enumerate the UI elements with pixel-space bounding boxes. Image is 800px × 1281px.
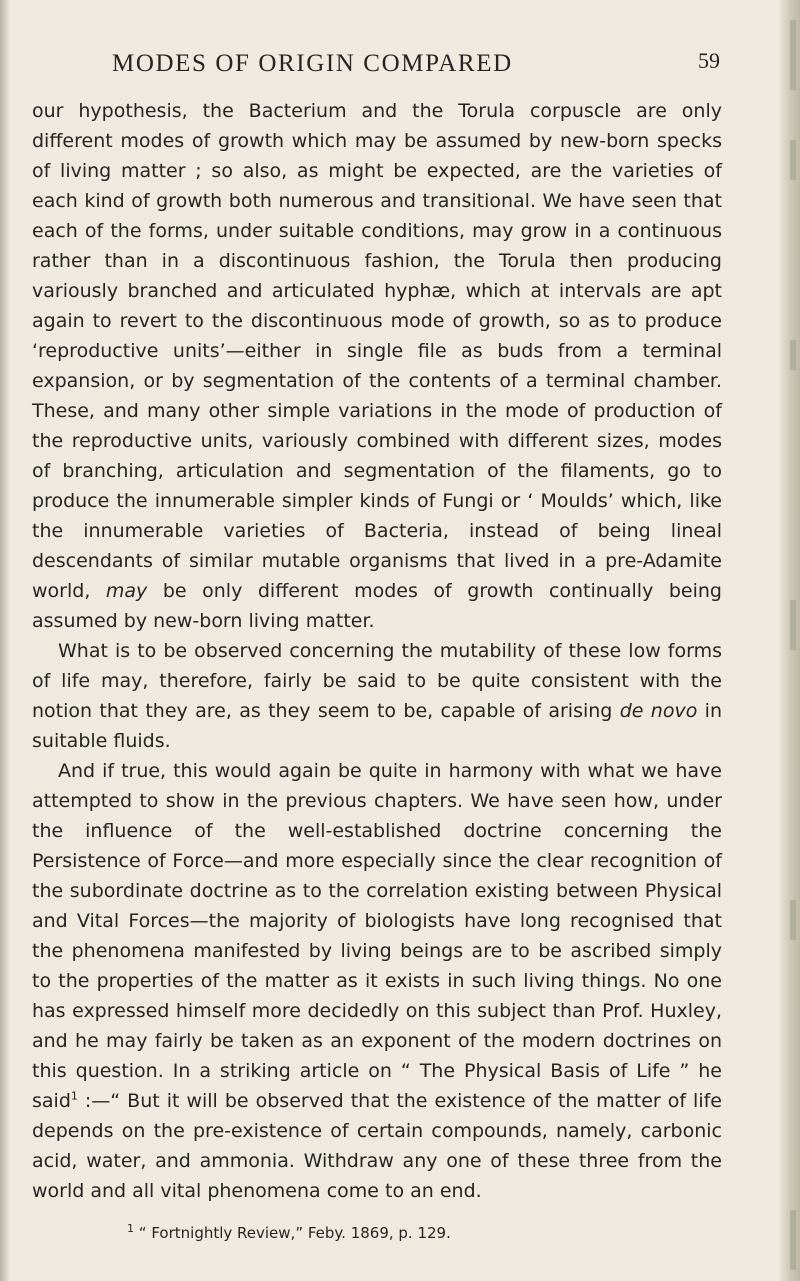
text-run: our hypothesis, the Bacterium and the Torula corpuscle are only different modes of growth which may be assumed by new-born specks of living matter ; so also, as might be expected, are the varieties of each kind of growth both numerous and transitional. We have seen that each of the forms, under suitable conditions, may grow in a continuous rather than in a discontinuous fashion, the Torula then producing variously branched and articulated hyphæ, which at intervals are apt again to revert to the discontinuous mode of growth, so as to produce ‘reproductive units’—either in single file as buds from a terminal expansion, or by segmentation of the contents of a terminal chamber. These, and many other simple variations in the mode of production of the reproductive units, variously combined with different sizes, modes of branching, articulation and segmentation of the filaments, go to produce the innumerable simpler kinds of Fungi or ‘ Moulds’ which, like the innumerable varieties of Bacteria, instead of being lineal descendants of similar mutable organisms that lived in a pre-Adamite world,	[32, 100, 722, 602]
page-number: 59	[698, 48, 720, 73]
text-run: What is to be observed concerning the mutability of these low forms of life may, therefore, fairly be said to be quite consistent with the notion that they are, as they seem to be, capable of arising	[32, 640, 722, 722]
body-text	[32, 96, 722, 1206]
footnote-marker: 1	[127, 1222, 134, 1235]
running-head	[32, 40, 722, 84]
italic-text: de novo	[619, 700, 698, 722]
paragraph-p1	[32, 96, 722, 636]
text-run: be only different modes of growth continually being assumed by new-born living matter.	[32, 580, 722, 632]
binding-shadow	[0, 0, 10, 1281]
italic-text: may	[105, 580, 148, 602]
footnote-text: “ Fortnightly Review,” Feby. 1869, p. 129.	[138, 1224, 451, 1242]
paragraph-p2	[32, 636, 722, 756]
footnote-reference: 1	[70, 1089, 78, 1103]
paragraph-p3	[32, 756, 722, 1206]
book-page	[32, 40, 722, 1244]
text-run: :—“ But it will be observed that the existence of the matter of life depends on the pre-existence of certain compounds, namely, carbonic acid, water, and ammonia. Withdraw any one of these three from the world and all vital phenomena come to an end.	[32, 1090, 722, 1202]
running-title: MODES OF ORIGIN COMPARED	[112, 50, 513, 77]
page-edge	[780, 0, 800, 1281]
text-run: in suitable fluids.	[32, 700, 723, 752]
text-run: And if true, this would again be quite in harmony with what we have attempted to show in the previous chapters. We have seen how, under the influence of the well-established doctrine concerning the Persistence of Force—and more especially since the clear recognition of the subordinate doctrine as to the correlation existing between Physical and Vital Forces—the majority of biologists have long recognised that the phenomena manifested by living beings are to be ascribed simply to the properties of the matter as it exists in such living things. No one has expressed himself more decidedly on this subject than Prof. Huxley, and he may fairly be taken as an exponent of the modern doctrines on this question. In a striking article on “ The Physical Basis of Life ” he said	[32, 760, 722, 1112]
footnote	[32, 1222, 722, 1244]
